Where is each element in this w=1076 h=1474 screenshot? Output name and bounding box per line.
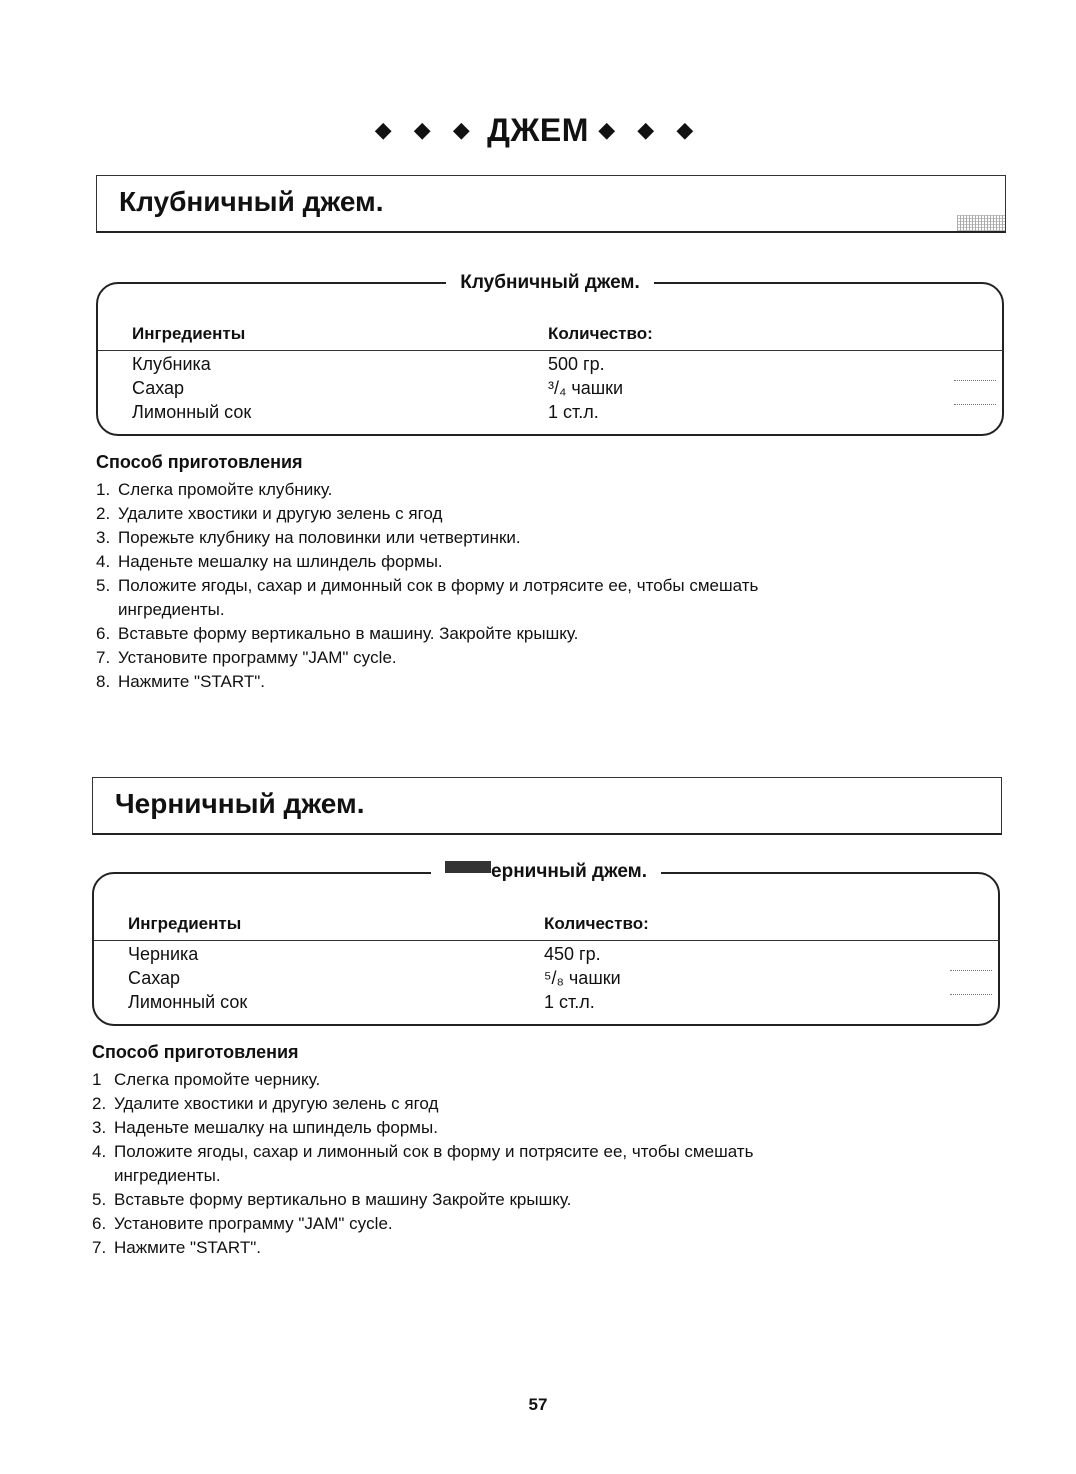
quantity-column-header: Количество: (548, 324, 653, 343)
print-smudge (445, 861, 497, 873)
dotted-line (954, 380, 996, 381)
list-item: 7. Нажмите "START". (92, 1238, 262, 1257)
ingredients-column-header: Ингредиенты (128, 914, 242, 933)
ingredient-name: Сахар (132, 378, 185, 398)
box-title (94, 861, 998, 883)
list-item: 3. Порежьте клубнику на половинки или четвертинки. (96, 528, 521, 547)
box-title (98, 272, 1002, 294)
list-item: 4. Наденьте мешалку на шлиндель формы. (96, 552, 443, 571)
page-number: 57 (528, 1395, 548, 1414)
steps-list (92, 1068, 992, 1260)
list-item: 4. Положите ягоды, сахар и лимонный сок в форму и потрясите ее, чтобы смешать ингредиенты. (92, 1142, 754, 1185)
dotted-line (950, 970, 992, 971)
list-item: 2. Удалите хвостики и другую зелень с ягод (96, 504, 443, 523)
list-item: 5. Положите ягоды, сахар и димонный сок в форму и лотрясите ее, чтобы смешать ингредиенты. (96, 576, 759, 619)
section-title: Черничный джем. (115, 788, 365, 819)
list-item: 1 Слегка промойте чернику. (92, 1070, 321, 1089)
method-title: Способ приготовления (96, 452, 303, 472)
list-item: 8. Нажмите "START". (96, 672, 266, 691)
ingredient-qty: 500 гр. (548, 354, 605, 374)
ingredient-name: Лимонный сок (128, 992, 248, 1012)
list-item: 5. Вставьте форму вертикально в машину Закройте крышку. (92, 1190, 572, 1209)
ingredient-qty: 1 ст.л. (544, 992, 595, 1012)
ingredient-name: Сахар (128, 968, 181, 988)
list-item: 6. Установите программу "JAM" cycle. (92, 1214, 393, 1233)
list-item: 1. Слегка промойте клубнику. (96, 480, 333, 499)
dotted-line (954, 404, 996, 405)
decorative-hatch (957, 215, 1005, 231)
list-item: 7. Установите программу "JAM" cycle. (96, 648, 397, 667)
ingredients-box-strawberry (96, 272, 1004, 436)
ingredient-qty: ⁵/₈ чашки (544, 968, 621, 988)
ingredient-qty: ³/₄ чашки (548, 378, 624, 398)
list-item: 6. Вставьте форму вертикально в машину. Закройте крышку. (96, 624, 579, 643)
steps-list (96, 478, 996, 694)
ingredients-box-blueberry (92, 861, 1000, 1026)
dotted-line (950, 994, 992, 995)
header-rule (98, 350, 1004, 351)
title-ornament-left: ◆ ◆ ◆ (374, 117, 478, 142)
ingredient-name: Черника (128, 944, 199, 964)
ingredient-name: Клубника (132, 354, 211, 374)
list-item: 3. Наденьте мешалку на шпиндель формы. (92, 1118, 438, 1137)
ingredient-qty: 450 гр. (544, 944, 601, 964)
section-header-blueberry (92, 777, 1002, 835)
box-title-text: Клубничный джем. (446, 272, 654, 293)
box-title-text: ерничный джем. (491, 861, 647, 882)
ingredient-qty: 1 ст.л. (548, 402, 599, 422)
section-title: Клубничный джем. (119, 186, 384, 217)
header-rule (94, 940, 1000, 941)
title-ornament-right: ◆ ◆ ◆ (598, 117, 702, 142)
page-title-text: ДЖЕМ (487, 112, 589, 148)
ingredient-name: Лимонный сок (132, 402, 252, 422)
section-header-strawberry (96, 175, 1006, 233)
quantity-column-header: Количество: (544, 914, 649, 933)
page-title (0, 112, 1076, 149)
method-title: Способ приготовления (92, 1042, 299, 1062)
ingredients-column-header: Ингредиенты (132, 324, 246, 343)
list-item: 2. Удалите хвостики и другую зелень с ягод (92, 1094, 439, 1113)
